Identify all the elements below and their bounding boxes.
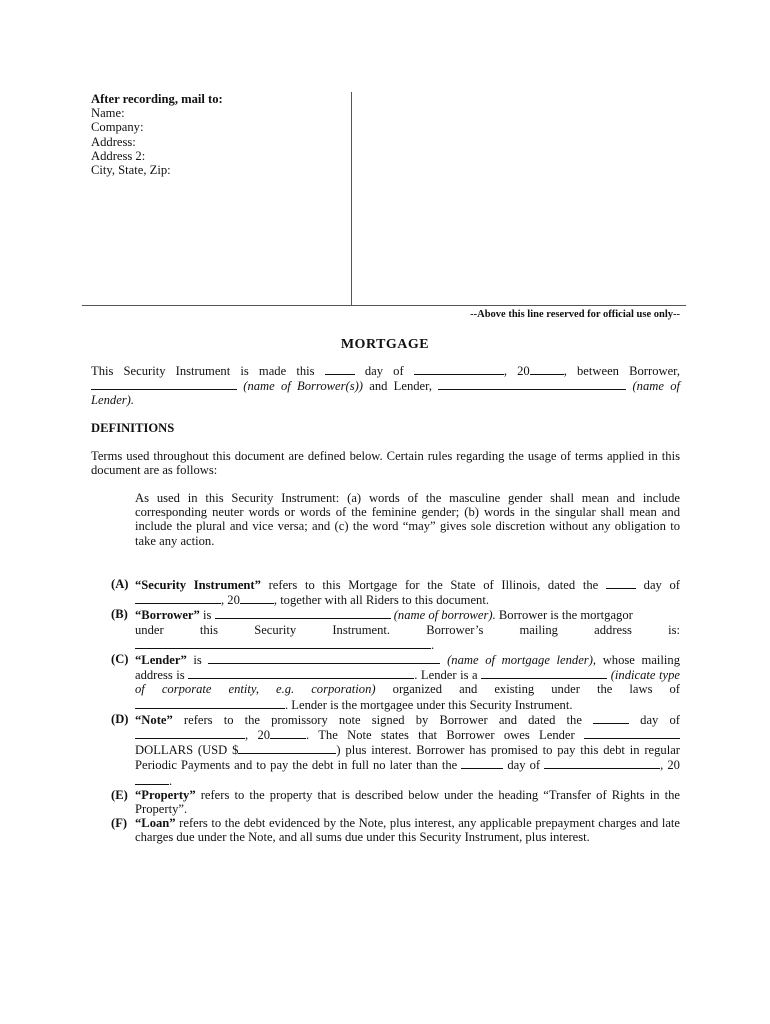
definition-a-text-4: , together with all Riders to this document.: [273, 593, 489, 608]
definition-c-text-1: is: [193, 653, 202, 668]
definitions-terms-paragraph: Terms used throughout this document are defined below. Certain rules regarding the usage of terms applied in this document are as follows:: [91, 449, 680, 478]
intro-paragraph: [91, 363, 680, 408]
definition-term-b: “Borrower”: [135, 608, 200, 623]
definition-term-d: “Note”: [135, 712, 173, 727]
intro-year-blank: [530, 363, 564, 375]
definition-label-d: (D): [111, 711, 129, 726]
definition-d-text-10: .: [169, 773, 173, 788]
definition-f-text: refers to the debt evidenced by the Note, plus interest, any applicable prepayment charges and late charges due under the Note, and all sums due under this Security Instrument, plus interest.: [135, 816, 680, 845]
definition-c-entity-blank: [481, 667, 607, 679]
intro-borrower-blank: [91, 378, 237, 390]
intro-text-5: (name of Borrower(s)): [243, 379, 363, 394]
definition-c-text-7: organized and existing: [392, 682, 535, 697]
definition-c-lender-blank: [208, 652, 440, 664]
definition-term-e: “Property”: [135, 787, 196, 802]
definition-a-text-3: , 20: [221, 593, 240, 608]
definitions-heading: DEFINITIONS: [91, 421, 175, 435]
definition-item-b: [111, 607, 680, 652]
recording-heading: After recording, mail to:: [91, 92, 223, 106]
definition-term-a: “Security Instrument”: [135, 578, 261, 592]
recording-company-label: Company:: [91, 120, 144, 135]
definition-c-text-3: whose: [602, 653, 635, 668]
definition-d-final-month-blank: [544, 757, 660, 769]
definition-e-text: refers to the property that is described below under the heading “Transfer of Rights in the Property”.: [135, 787, 680, 817]
definition-b-borrower-blank: [215, 607, 391, 619]
definition-text-d: [135, 712, 680, 788]
definition-text-b: [135, 607, 680, 652]
definition-label-c: (C): [111, 652, 129, 667]
intro-text-2: day of: [364, 364, 404, 378]
definition-d-final-year-blank: [135, 773, 169, 785]
definition-c-text-8: under the laws of: [551, 682, 680, 697]
definition-a-month-blank: [135, 592, 221, 604]
document-title: MORTGAGE: [340, 337, 430, 352]
intro-text-4: , between Borrower,: [563, 364, 681, 378]
definition-c-laws-blank: [135, 697, 285, 709]
intro-text-7: (name of: [632, 379, 680, 394]
definition-c-text-9: . Lender is the mortgagee under this Security: [285, 697, 512, 712]
definition-b-text-1: is: [202, 608, 212, 623]
definition-label-f: (F): [111, 816, 128, 831]
definitions-list: [111, 577, 680, 845]
definition-d-text-3: , 20: [245, 728, 271, 743]
definition-c-text-2: (name of mortgage lender),: [447, 653, 597, 668]
definition-d-text-4: . The Note states that Borrower owes Lender: [306, 728, 575, 743]
definition-item-a: [111, 577, 680, 607]
definition-text-a: [135, 577, 680, 607]
definition-d-text-2: day of: [640, 712, 680, 727]
definition-label-e: (E): [111, 787, 128, 802]
official-use-divider: [82, 305, 686, 306]
definition-item-c: [111, 652, 680, 712]
recording-city-label: City, State, Zip:: [91, 163, 171, 178]
definition-label-a: (A): [111, 577, 129, 591]
definition-term-c: “Lender”: [135, 653, 187, 668]
definition-item-d: [111, 712, 680, 788]
definition-item-e: [111, 788, 680, 816]
intro-lender-blank: [438, 378, 626, 390]
definition-b-address-blank: [135, 637, 431, 649]
definition-d-text-8: day of: [507, 758, 541, 773]
definition-c-text-10: Instrument.: [514, 697, 573, 712]
definition-a-day-blank: [606, 577, 636, 589]
definition-d-text-6: ) plus interest. Borrower has promised to pay this debt in: [336, 743, 640, 758]
definition-b-text-5: .: [431, 637, 435, 652]
recording-name-label: Name:: [91, 106, 125, 121]
definition-d-amount-words-blank: [584, 727, 680, 739]
definition-label-b: (B): [111, 607, 128, 622]
definition-d-amount-blank: [238, 742, 336, 754]
definition-d-text-9: , 20: [660, 758, 680, 773]
definition-d-final-day-blank: [461, 757, 503, 769]
intro-text-1: This Security Instrument is made this: [91, 364, 315, 378]
recording-block: [91, 92, 346, 177]
definition-d-text-5: DOLLARS (USD $: [135, 743, 239, 758]
definition-c-text-5: . Lender is a: [414, 668, 478, 683]
recording-address-label: Address:: [91, 134, 136, 149]
definition-d-text-7: regular Periodic Payments and to pay the debt in full no later than the: [135, 743, 680, 773]
definition-b-text-4: under this Security Instrument. Borrower’s mailing address is:: [135, 622, 680, 637]
definition-text-c: [135, 652, 680, 712]
intro-text-3: , 20: [503, 364, 530, 378]
definition-c-address-blank: [188, 667, 414, 679]
definition-d-year-blank: [270, 727, 306, 739]
definition-b-text-2: (name of borrower).: [393, 608, 496, 623]
definition-b-text-3: Borrower is the mortgagor: [498, 608, 633, 623]
definition-c-text-4: mailing address is: [135, 653, 681, 683]
definition-a-year-blank: [240, 592, 274, 604]
intro-text-6: and Lender,: [369, 379, 432, 394]
definition-item-f: [111, 816, 680, 844]
definition-term-f: “Loan”: [135, 816, 176, 831]
official-use-note: --Above this line reserved for official use only--: [470, 309, 680, 320]
definition-d-month-blank: [135, 727, 245, 739]
intro-month-blank: [414, 363, 504, 375]
definition-text-e: [135, 788, 680, 816]
definition-d-day-blank: [593, 712, 629, 724]
definition-d-text-1: refers to the promissory note signed by Borrower and dated the: [183, 712, 582, 727]
definition-text-f: [135, 816, 680, 844]
recording-divider-vertical: [351, 92, 352, 306]
recording-address2-label: Address 2:: [91, 148, 146, 163]
intro-text-8: Lender).: [91, 393, 135, 408]
definition-c-text-6: (indicate type of corporate entity, e.g. corporation): [135, 668, 680, 697]
intro-day-blank: [325, 363, 355, 375]
definition-a-text-1: refers to this Mortgage for the State of Illinois, dated the: [268, 578, 599, 592]
definitions-rules-paragraph: As used in this Security Instrument: (a) words of the masculine gender shall mean and include corresponding neuter words or words of the feminine gender; (b) words in the singular shall mean and include the plural and vice versa; and (c) the word “may” gives sole discretion without any obligation to take any action.: [135, 491, 680, 548]
definition-a-text-2: day of: [643, 578, 680, 592]
